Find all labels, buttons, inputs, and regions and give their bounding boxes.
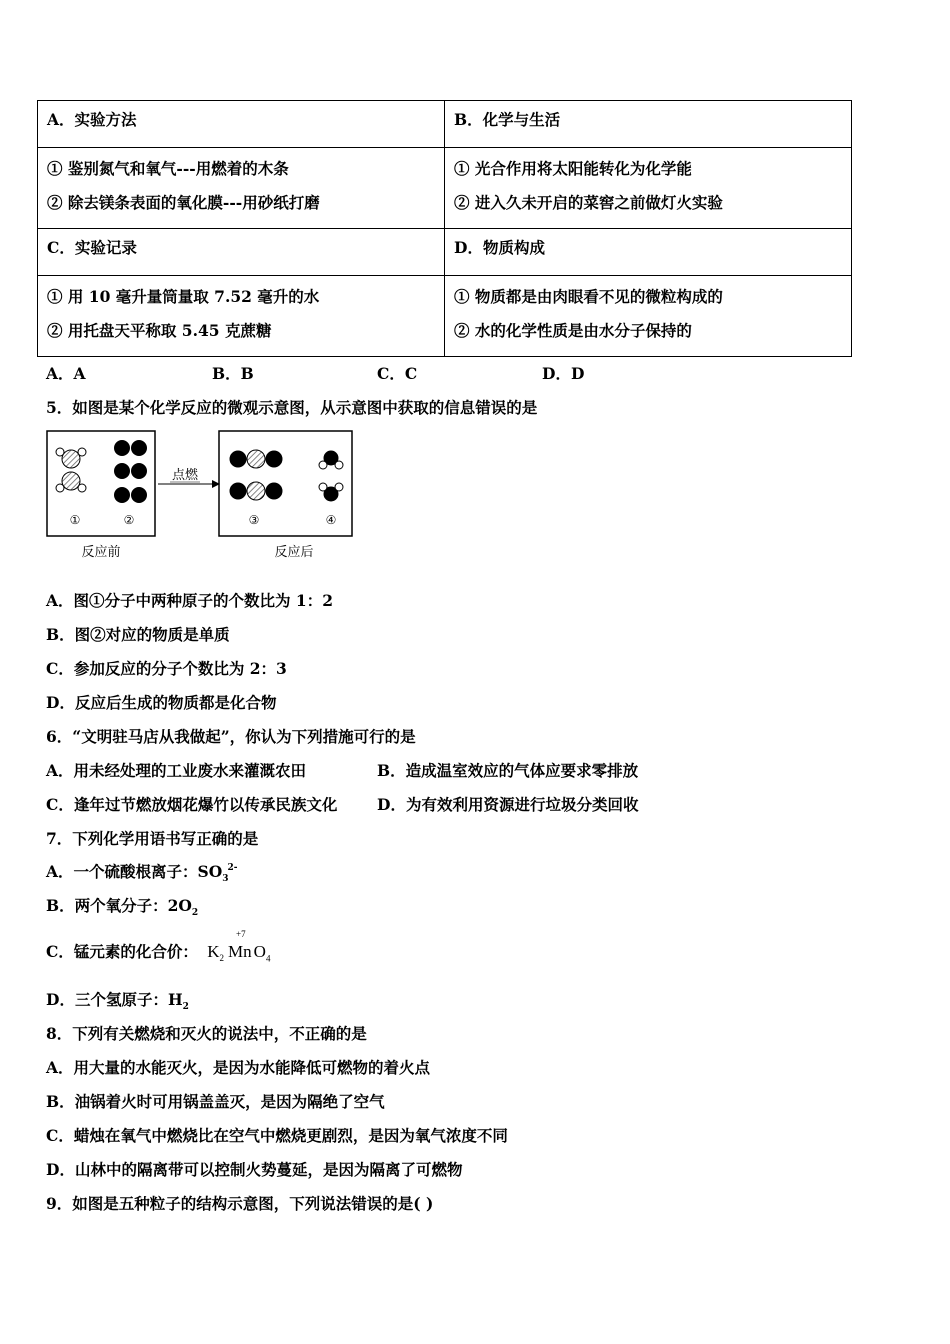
- q8-option-a[interactable]: A．用大量的水能灭火，是因为水能降低可燃物的着火点: [46, 1058, 431, 1077]
- molecule-3: [230, 450, 282, 500]
- q7-c-text: C．锰元素的化合价：: [46, 942, 198, 961]
- arrow-label: 点燃: [171, 468, 199, 483]
- q7-option-a[interactable]: [46, 860, 238, 884]
- q7-a-sub: 3: [222, 874, 229, 885]
- formula-k: K: [207, 942, 220, 961]
- q5-stem: 5．如图是某个化学反应的微观示意图，从示意图中获取的信息错误的是: [46, 398, 538, 417]
- table-item: ② 用托盘天平称取 5.45 克蔗糖: [47, 321, 272, 340]
- q6-stem: 6．“文明驻马店从我做起”，你认为下列措施可行的是: [46, 727, 416, 746]
- q7-stem: 7．下列化学用语书写正确的是: [46, 829, 259, 848]
- q9-stem: 9．如图是五种粒子的结构示意图，下列说法错误的是( ): [46, 1194, 434, 1213]
- table-item: ② 水的化学性质是由水分子保持的: [454, 321, 692, 340]
- table-cell-c-items: [38, 276, 445, 357]
- table-item: ① 鉴别氮气和氧气---用燃着的木条: [47, 159, 289, 178]
- figure-label-3: ③: [248, 513, 260, 527]
- permanganate-formula: [207, 929, 271, 964]
- q6-option-d[interactable]: D．为有效利用资源进行垃圾分类回收: [377, 795, 639, 814]
- q5-option-c[interactable]: C．参加反应的分子个数比为 2：3: [46, 659, 287, 678]
- table-item: ① 用 10 毫升量筒量取 7.52 毫升的水: [47, 287, 320, 306]
- q6-option-b[interactable]: B．造成温室效应的气体应要求零排放: [377, 761, 639, 780]
- formula-mn-valence: +7: [236, 929, 246, 939]
- table-item: ② 除去镁条表面的氧化膜---用砂纸打磨: [47, 193, 320, 212]
- q6-option-c[interactable]: C．逢年过节燃放烟花爆竹以传承民族文化: [46, 795, 338, 814]
- formula-o: O: [253, 942, 266, 961]
- q8-option-b[interactable]: B．油锅着火时可用锅盖盖灭，是因为隔绝了空气: [46, 1092, 385, 1111]
- q7-d-sub: 2: [182, 1002, 189, 1013]
- table-cell-d-header: D．物质构成: [445, 229, 852, 276]
- option-b[interactable]: B．B: [212, 364, 254, 383]
- q7-option-b[interactable]: [46, 894, 198, 918]
- q4-table: [37, 100, 852, 357]
- table-cell-c-header: C．实验记录: [38, 229, 445, 276]
- q8-option-d[interactable]: D．山林中的隔离带可以控制火势蔓延，是因为隔离了可燃物: [46, 1160, 463, 1179]
- caption-after: 反应后: [274, 545, 314, 560]
- q7-b-sub: 2: [191, 908, 199, 919]
- option-d[interactable]: D．D: [542, 364, 585, 383]
- q5-option-d[interactable]: D．反应后生成的物质都是化合物: [46, 693, 277, 712]
- table-cell-a-header: A．实验方法: [38, 101, 445, 148]
- figure-label-4: ④: [325, 513, 337, 527]
- reaction-diagram: [40, 424, 370, 566]
- q7-a-sup: 2-: [227, 863, 238, 873]
- caption-before: 反应前: [81, 545, 121, 560]
- figure-label-1: ①: [69, 513, 81, 527]
- q5-option-a[interactable]: A．图①分子中两种原子的个数比为 1：2: [46, 591, 333, 610]
- q7-d-text: D．三个氢原子：H: [46, 990, 183, 1009]
- molecule-2: [114, 440, 147, 503]
- formula-mn: Mn: [228, 942, 252, 961]
- q8-option-c[interactable]: C．蜡烛在氧气中燃烧比在空气中燃烧更剧烈，是因为氧气浓度不同: [46, 1126, 508, 1145]
- option-c[interactable]: C．C: [377, 364, 418, 383]
- q8-stem: 8．下列有关燃烧和灭火的说法中，不正确的是: [46, 1024, 367, 1043]
- molecule-4: [319, 451, 343, 501]
- q5-option-b[interactable]: B．图②对应的物质是单质: [46, 625, 230, 644]
- formula-o-sub: 4: [265, 953, 271, 964]
- table-cell-b-items: [445, 148, 852, 229]
- table-cell-d-items: [445, 276, 852, 357]
- q7-option-c[interactable]: [46, 929, 271, 964]
- figure-label-2: ②: [123, 513, 135, 527]
- formula-k-sub: 2: [219, 953, 225, 964]
- q6-option-a[interactable]: A．用未经处理的工业废水来灌溉农田: [46, 761, 307, 780]
- table-item: ① 物质都是由肉眼看不见的微粒构成的: [454, 287, 723, 306]
- table-item: ① 光合作用将太阳能转化为化学能: [454, 159, 692, 178]
- table-cell-b-header: B．化学与生活: [445, 101, 852, 148]
- q7-a-text: A．一个硫酸根离子：SO: [46, 862, 223, 881]
- q7-option-d[interactable]: [46, 988, 189, 1012]
- option-a[interactable]: A．A: [46, 364, 86, 383]
- table-cell-a-items: [38, 148, 445, 229]
- q7-b-text: B．两个氧分子：2O: [46, 896, 192, 915]
- molecule-1: [56, 448, 86, 492]
- table-item: ② 进入久未开启的菜窖之前做灯火实验: [454, 193, 723, 212]
